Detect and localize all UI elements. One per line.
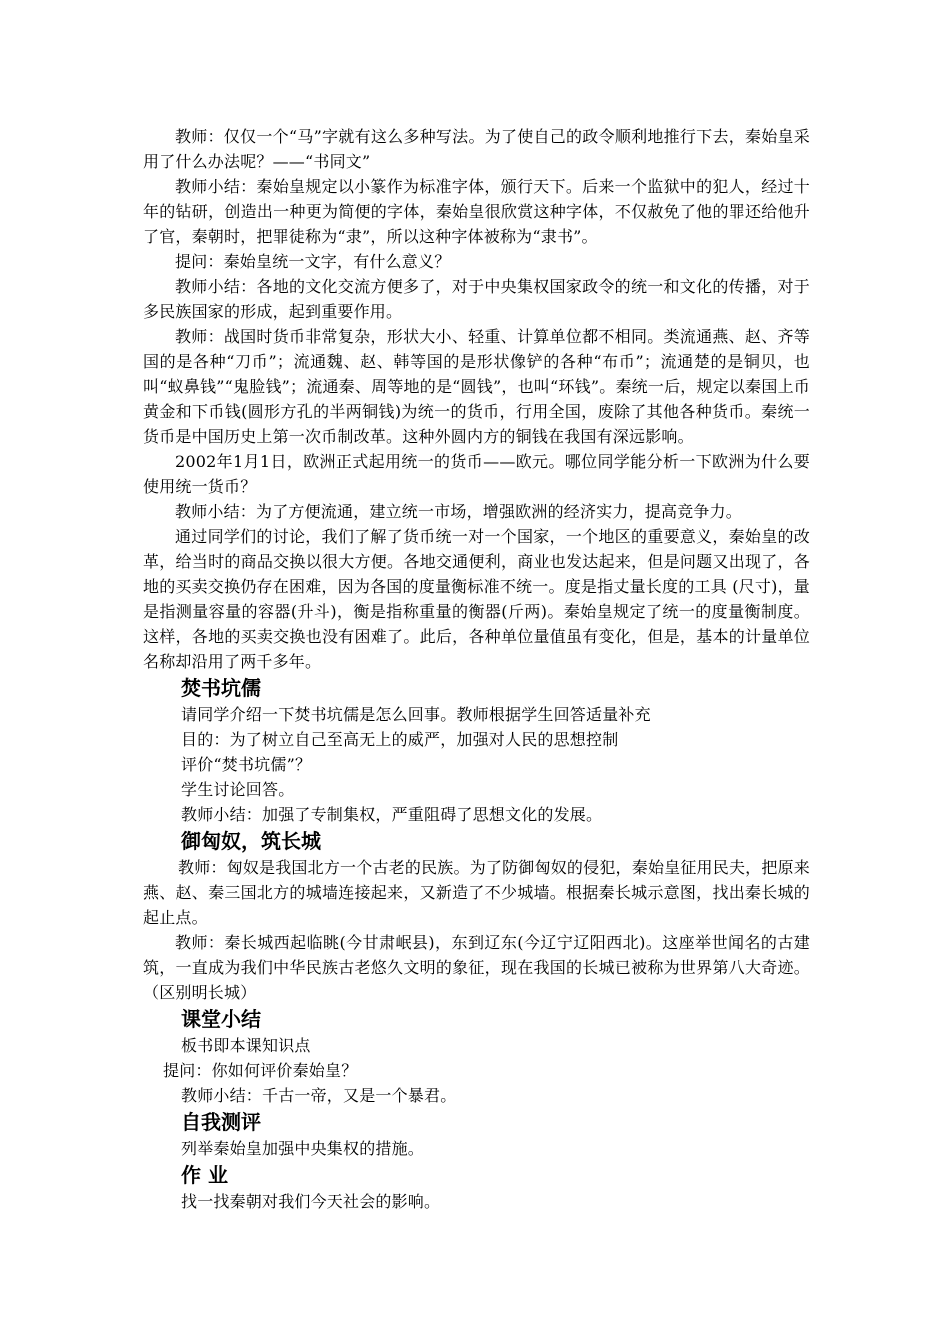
paragraph: 通过同学们的讨论，我们了解了货币统一对一个国家，一个地区的重要意义，秦始皇的改革，给当时的商品交换以很大方便。各地交通便利，商业也发达起来，但是问题又出现了，各地的买卖交换仍存在困难，因为各国的度量衡标准不统一。度是指丈量长度的工具 (尺寸)，量是指测量容量的容器(升斗)，衡是指称重量的衡器(斤两)。秦始皇规定了统一的度量衡制度。这样，各地的买卖交换也没有困难了。此后，各种单位量值虽有变化，但是，基本的计量单位名称却沿用了两千多年。 — [143, 527, 810, 671]
section-heading-changcheng: 御匈奴，筑长城 — [181, 829, 321, 853]
section-heading-homework: 作 业 — [181, 1163, 228, 1187]
section-line: 目的：为了树立自己至高无上的威严，加强对人民的思想控制 — [181, 730, 619, 749]
section-line: 提问：你如何评价秦始皇？ — [163, 1061, 358, 1080]
paragraph: 教师小结：为了方便流通，建立统一市场，增强欧洲的经济实力，提高竞争力。 — [175, 502, 743, 521]
section-line: 教师小结：千古一帝，又是一个暴君。 — [181, 1086, 457, 1105]
section-line: 板书即本课知识点 — [181, 1036, 311, 1055]
document-body — [143, 124, 810, 1214]
section-heading-summary: 课堂小结 — [181, 1007, 261, 1031]
paragraph: 教师小结：秦始皇规定以小篆作为标准字体，颁行天下。后来一个监狱中的犯人，经过十年的钻研，创造出一种更为简便的字体，秦始皇很欣赏这种字体，不仅赦免了他的罪还给他升了官，秦朝时，把罪徒称为“隶”，所以这种字体被称为“隶书”。 — [143, 177, 810, 246]
section-line: 评价“焚书坑儒”？ — [181, 755, 312, 774]
section-line: 找一找秦朝对我们今天社会的影响。 — [181, 1192, 441, 1211]
section-line: 列举秦始皇加强中央集权的措施。 — [181, 1139, 425, 1158]
paragraph: 教师：仅仅一个“马”字就有这么多种写法。为了使自己的政令顺利地推行下去，秦始皇采用了什么办法呢？——“书同文” — [143, 127, 810, 171]
paragraph: 教师：秦长城西起临眺(今甘肃岷县)，东到辽东(今辽宁辽阳西北)。这座举世闻名的古建筑，一直成为我们中华民族古老悠久文明的象征，现在我国的长城已被称为世界第八大奇迹。（区别明长城） — [143, 933, 810, 1002]
paragraph: 提问：秦始皇统一文字，有什么意义？ — [175, 252, 451, 271]
section-heading-selftest: 自我测评 — [181, 1110, 261, 1134]
section-line: 学生讨论回答。 — [181, 780, 295, 799]
section-heading-fenshu: 焚书坑儒 — [181, 676, 261, 700]
paragraph: 教师：匈奴是我国北方一个古老的民族。为了防御匈奴的侵犯，秦始皇征用民夫，把原来燕、赵、秦三国北方的城墙连接起来，又新造了不少城墙。根据秦长城示意图，找出秦长城的起止点。 — [143, 858, 810, 927]
section-line: 请同学介绍一下焚书坑儒是怎么回事。教师根据学生回答适量补充 — [181, 705, 651, 724]
paragraph: 教师小结：各地的文化交流方便多了，对于中央集权国家政令的统一和文化的传播，对于多民族国家的形成，起到重要作用。 — [143, 277, 810, 321]
paragraph: 教师：战国时货币非常复杂，形状大小、轻重、计算单位都不相同。类流通燕、赵、齐等国的是各种“刀币”；流通魏、赵、韩等国的是形状像铲的各种“布币”；流通楚的是铜贝，也叫“蚁鼻钱”“鬼脸钱”；流通秦、周等地的是“圆钱”，也叫“环钱”。秦统一后，规定以秦国上币黄金和下币钱(圆形方孔的半两铜钱)为统一的货币，行用全国，废除了其他各种货币。秦统一货币是中国历史上第一次币制改革。这种外圆内方的铜钱在我国有深远影响。 — [143, 327, 810, 446]
section-line: 教师小结：加强了专制集权，严重阻碍了思想文化的发展。 — [181, 805, 603, 824]
paragraph: 2002年1月1日，欧洲正式起用统一的货币——欧元。哪位同学能分析一下欧洲为什么要使用统一货币？ — [143, 452, 810, 496]
